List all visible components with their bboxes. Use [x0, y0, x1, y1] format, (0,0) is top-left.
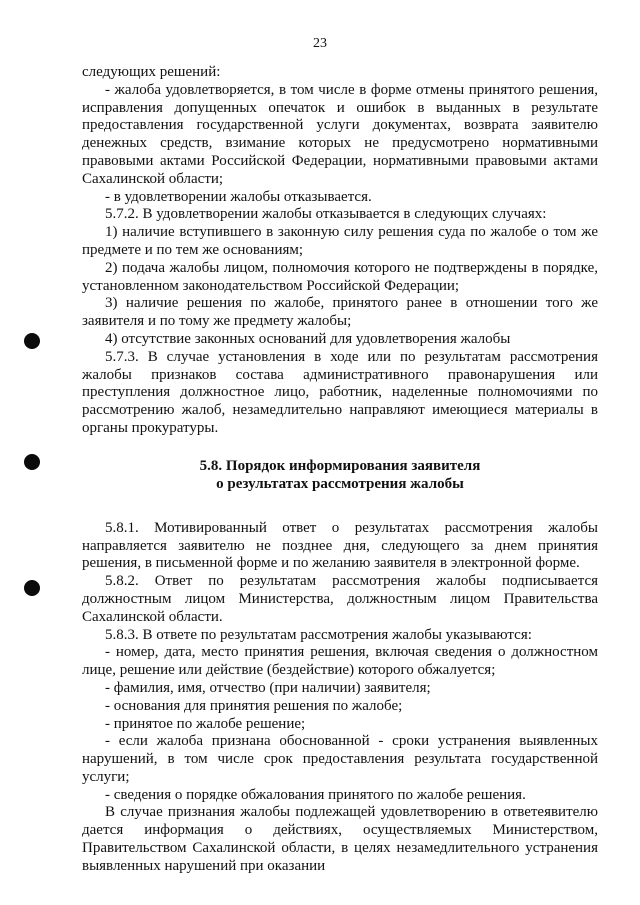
- paragraph: - основания для принятия решения по жалобе;: [105, 697, 403, 714]
- paragraphs-after-heading: [82, 520, 598, 876]
- paragraphs-before-heading: [82, 64, 598, 438]
- section-heading-line-2: о результатах рассмотрения жалобы: [216, 475, 464, 492]
- paragraph: - жалоба удовлетворяется, в том числе в форме отмены принятого решения, исправления допущенных опечаток и ошибок в выданных в результате предоставления государственной услуги документах, возврата заявителю денежных средств, взимание которых не предусмотрено нормативными правовыми актами Российской Федерации, нормативными правовыми актами Сахалинской области;: [82, 81, 598, 187]
- paragraph: 4) отсутствие законных оснований для удовлетворения жалобы: [105, 330, 511, 347]
- paragraph: 1) наличие вступившего в законную силу решения суда по жалобе о том же предмете и по тем же основаниям;: [82, 224, 598, 258]
- paragraph: - в удовлетворении жалобы отказывается.: [105, 188, 372, 205]
- section-heading-line-1: 5.8. Порядок информирования заявителя: [199, 457, 481, 474]
- paragraph: - принятое по жалобе решение;: [105, 715, 306, 732]
- page-number: 23: [313, 36, 327, 51]
- paragraph: В случае признания жалобы подлежащей удовлетворению в ответеявителю дается информация о действиях, осуществляемых Министерством, Правительством Сахалинской области, в целях незамедлительного устранения выявленных нарушений при оказании: [82, 804, 598, 874]
- paragraph: - если жалоба признана обоснованной - сроки устранения выявленных нарушений, в том числе срок предоставления результата государственной услуги;: [82, 733, 598, 785]
- document-body: [82, 64, 598, 876]
- punch-hole: [24, 454, 40, 470]
- paragraph: следующих решений:: [82, 64, 221, 80]
- paragraph: - номер, дата, место принятия решения, включая сведения о должностном лице, решение или действие (бездействие) которого обжалуется;: [82, 644, 598, 679]
- paragraph: 2) подача жалобы лицом, полномочия которого не подтверждены в порядке, установленном законодательством Российской Федерации;: [82, 259, 598, 294]
- punch-hole: [24, 333, 40, 349]
- paragraph: 3) наличие решения по жалобе, принятого ранее в отношении того же заявителя и по тому же предмету жалобы;: [82, 295, 598, 330]
- paragraph: 5.7.2. В удовлетворении жалобы отказывается в следующих случаях:: [105, 206, 547, 223]
- paragraph: 5.7.3. В случае установления в ходе или по результатам рассмотрения жалобы признаков состава административного правонарушения или преступления должностное лицо, работник, наделенные полномочиями по рассмотрению жалоб, незамедлительно направляют имеющиеся материалы в органы прокуратуры.: [82, 348, 598, 436]
- section-heading: [82, 457, 598, 493]
- punch-hole: [24, 580, 40, 596]
- paragraph: 5.8.2. Ответ по результатам рассмотрения жалобы подписывается должностным лицом Министерства, должностным лицом Правительства Сахалинской области.: [82, 573, 598, 625]
- paragraph: 5.8.3. В ответе по результатам рассмотрения жалобы указываются:: [105, 626, 532, 643]
- paragraph: - сведения о порядке обжалования принятого по жалобе решения.: [105, 786, 526, 803]
- paragraph: - фамилия, имя, отчество (при наличии) заявителя;: [105, 679, 431, 696]
- paragraph: 5.8.1. Мотивированный ответ о результатах рассмотрения жалобы направляется заявителю не позднее дня, следующего за днем принятия решения, в письменной форме и по желанию заявителя в электронной форме.: [82, 519, 598, 572]
